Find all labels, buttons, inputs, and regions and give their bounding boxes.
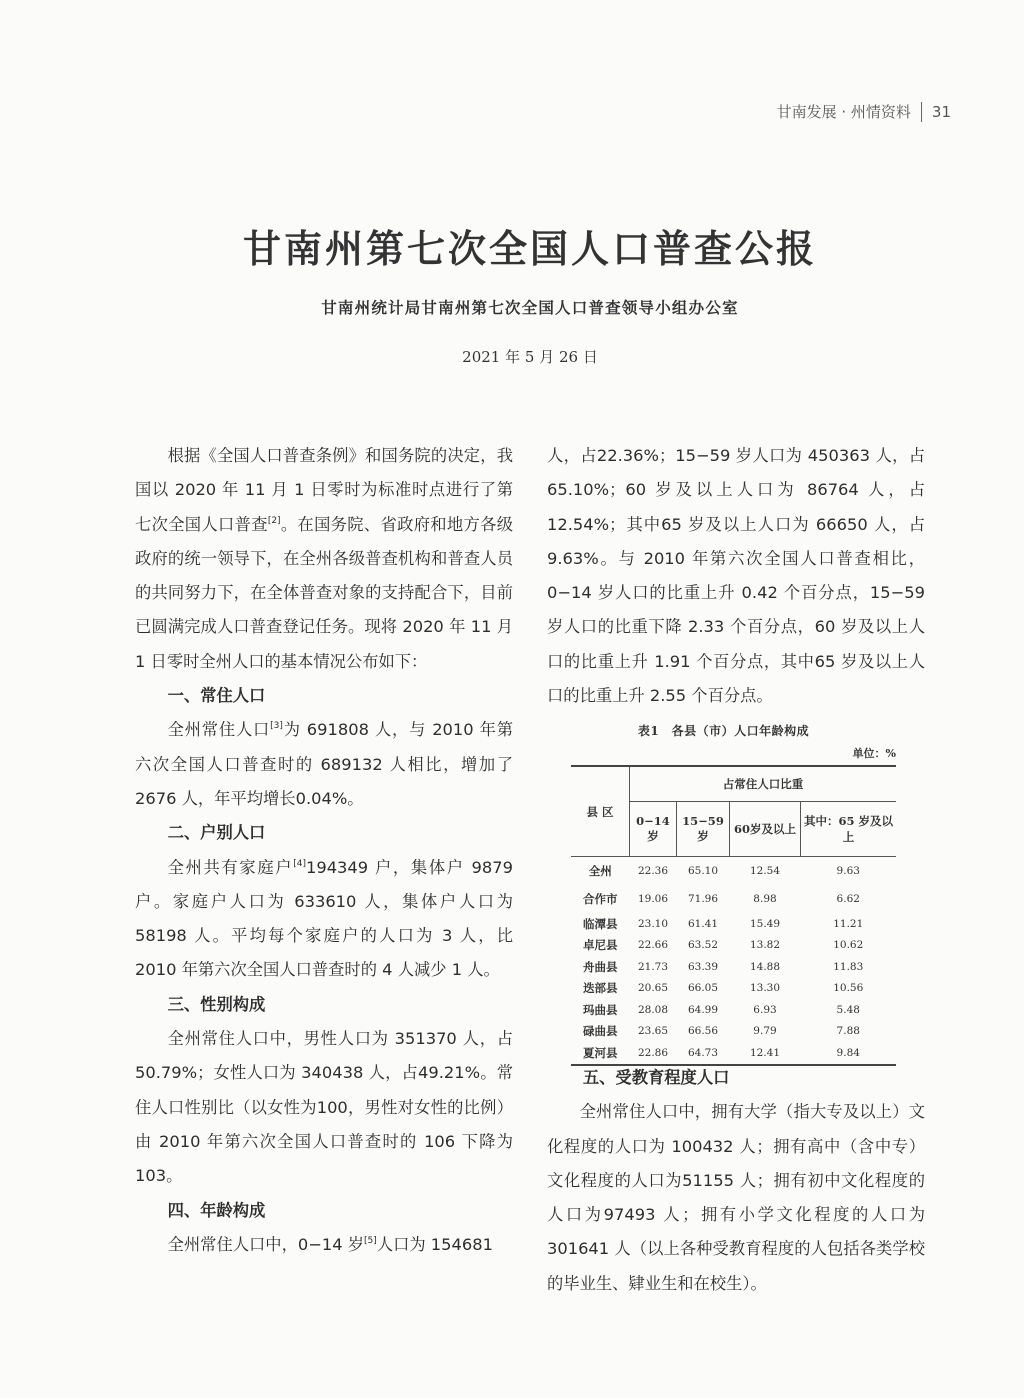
value-cell: 5.48 (836, 1003, 860, 1016)
value-cell: 23.65 (637, 1025, 669, 1038)
value-cell: 64.73 (687, 1046, 719, 1059)
col-header-region: 县 区 (586, 804, 614, 819)
text-run: 根据《全国人口普查条例》和国务院的决定，我国以 2020 年 11 月 1 日零时为标准时点进行了第七次全国人口普查 (135, 446, 513, 534)
region-cell: 夏河县 (583, 1045, 618, 1060)
text-run: 194349 户，集体户 9879 户。家庭户人口为 633610 人，集体户人口为 58198 人。平均每个家庭户的人口为 3 人，比 2010 年第六次全国人口普查时的 4 人减少 1 人。 (135, 857, 513, 980)
value-cell: 20.65 (637, 982, 669, 995)
page-title: 甘南州第七次全国人口普查公报 (242, 226, 817, 271)
value-cell: 11.21 (833, 917, 864, 930)
age-structure-table (571, 722, 896, 1066)
value-cell: 12.41 (749, 1046, 781, 1059)
value-cell: 22.66 (637, 939, 669, 952)
col-header-0-14: 0−14 岁 (630, 802, 677, 857)
region-cell: 合作市 (583, 892, 618, 906)
journal-name: 甘南发展 · 州情资料 (776, 103, 911, 121)
value-cell: 66.56 (687, 1025, 719, 1038)
section-heading: 三、性别构成 (167, 994, 266, 1014)
running-header (777, 101, 951, 122)
paragraph: 全州常住人口中，拥有大学（指大专及以上）文化程度的人口为 100432 人；拥有高中（含中专）文化程度的人口为51155 人；拥有初中文化程度的人口为97493 人；拥有小学文化程度的人口为 301641 人（以上各种受教育程度的人包括各类学校的毕业生、肄业生和在校生）。 (547, 1102, 925, 1293)
col-header-65plus: 其中：65 岁及以上 (801, 802, 897, 857)
footnote-ref: [5] (364, 1235, 377, 1246)
paragraph (135, 1228, 513, 1262)
table-row (571, 913, 896, 935)
value-cell: 8.98 (753, 893, 777, 905)
value-cell: 66.05 (687, 982, 719, 995)
table-row (571, 978, 896, 1000)
value-cell: 6.93 (753, 1003, 777, 1016)
value-cell: 64.99 (687, 1003, 719, 1016)
value-cell: 14.88 (749, 960, 781, 973)
value-cell: 22.36 (637, 865, 669, 877)
value-cell: 9.84 (836, 1046, 860, 1059)
text-run: 人口为 154681 (376, 1234, 493, 1254)
paragraph (135, 439, 513, 679)
publish-date: 2021 年 5 月 26 日 (462, 348, 598, 366)
region-cell: 卓尼县 (583, 938, 618, 953)
col-header-15-59: 15−59 岁 (677, 802, 730, 857)
value-cell: 19.06 (637, 893, 669, 905)
data-table (571, 765, 896, 1066)
value-cell: 6.62 (836, 893, 860, 905)
value-cell: 23.10 (637, 917, 669, 930)
value-cell: 11.83 (833, 960, 864, 973)
region-cell: 玛曲县 (583, 1002, 618, 1017)
section-heading: 一、常住人口 (167, 686, 266, 706)
right-column (547, 439, 925, 713)
paragraph (135, 713, 513, 816)
page-number: 31 (931, 102, 951, 121)
value-cell: 13.82 (749, 939, 781, 952)
value-cell: 12.54 (749, 865, 781, 877)
value-cell: 71.96 (687, 893, 719, 905)
text-run: 全州常住人口 (167, 720, 271, 740)
text-run: 。在国务院、省政府和地方各级政府的统一领导下，在全州各级普查机构和普查人员的共同努力下，在全体普查对象的支持配合下，目前已圆满完成人口普查登记任务。现将 2020 年 11 月 1 日零时全州人口的基本情况公布如下： (135, 514, 513, 671)
value-cell: 21.73 (637, 960, 669, 973)
col-header-60plus: 60岁及以上 (730, 802, 801, 857)
header-divider (921, 102, 922, 122)
text-run: 全州共有家庭户 (167, 857, 294, 877)
value-cell: 9.63 (836, 865, 860, 877)
section-heading: 五、受教育程度人口 (582, 1068, 730, 1087)
table-row (571, 857, 896, 886)
table-row (571, 956, 896, 978)
text-run: 全州常住人口中，0−14 岁 (167, 1234, 365, 1254)
section-heading: 二、户别人口 (167, 823, 266, 843)
value-cell: 63.39 (687, 960, 719, 973)
value-cell: 10.56 (833, 982, 864, 995)
text-run: 为 691808 人，与 2010 年第六次全国人口普查时的 689132 人相比，增加了 2676 人，年平均增长0.04%。 (135, 720, 513, 808)
value-cell: 7.88 (836, 1025, 860, 1038)
table-row (571, 999, 896, 1021)
region-cell: 临潭县 (583, 916, 618, 931)
table-row (571, 1021, 896, 1043)
value-cell: 65.10 (687, 865, 719, 877)
author-line: 甘南州统计局甘南州第七次全国人口普查领导小组办公室 (321, 298, 739, 317)
footnote-ref: [3] (270, 721, 283, 732)
value-cell: 28.08 (637, 1003, 669, 1016)
value-cell: 61.41 (687, 917, 719, 930)
footnote-ref: [4] (293, 858, 306, 869)
left-column (135, 439, 513, 1262)
table-row (571, 935, 896, 957)
table-unit: 单位：% (852, 747, 896, 760)
col-header-group: 占常住人口比重 (630, 766, 897, 802)
region-cell: 舟曲县 (583, 959, 618, 974)
region-cell: 迭部县 (583, 981, 618, 996)
section-heading: 四、年龄构成 (167, 1200, 266, 1220)
footnote-ref: [2] (267, 515, 281, 526)
value-cell: 10.62 (833, 939, 864, 952)
table-caption: 表1 各县（市）人口年龄构成 (637, 724, 810, 738)
table-row (571, 885, 896, 913)
paragraph: 人，占22.36%；15−59 岁人口为 450363 人，占65.10%；60 岁及以上人口为 86764 人，占12.54%；其中65 岁及以上人口为 66650 人，占9.63%。与 2010 年第六次全国人口普查相比，0−14 岁人口的比重上升 0.42 个百分点，15−59 岁人口的比重下降 2.33 个百分点，60 岁及以上人口的比重上升 1.91 个百分点，其中65 岁及以上人口的比重上升 2.55 个百分点。 (547, 446, 925, 706)
value-cell: 9.79 (753, 1025, 777, 1038)
region-cell: 碌曲县 (583, 1024, 618, 1039)
paragraph: 全州常住人口中，男性人口为 351370 人，占50.79%；女性人口为 340438 人，占49.21%。常住人口性别比（以女性为100，男性对女性的比例）由 2010 年第六次全国人口普查时的 106 下降为103。 (135, 1029, 513, 1186)
right-column-lower (547, 1061, 925, 1301)
value-cell: 15.49 (749, 917, 781, 930)
paragraph (135, 851, 513, 988)
region-cell: 全州 (588, 864, 612, 878)
value-cell: 13.30 (749, 982, 781, 995)
value-cell: 63.52 (687, 939, 719, 952)
value-cell: 22.86 (637, 1046, 669, 1059)
